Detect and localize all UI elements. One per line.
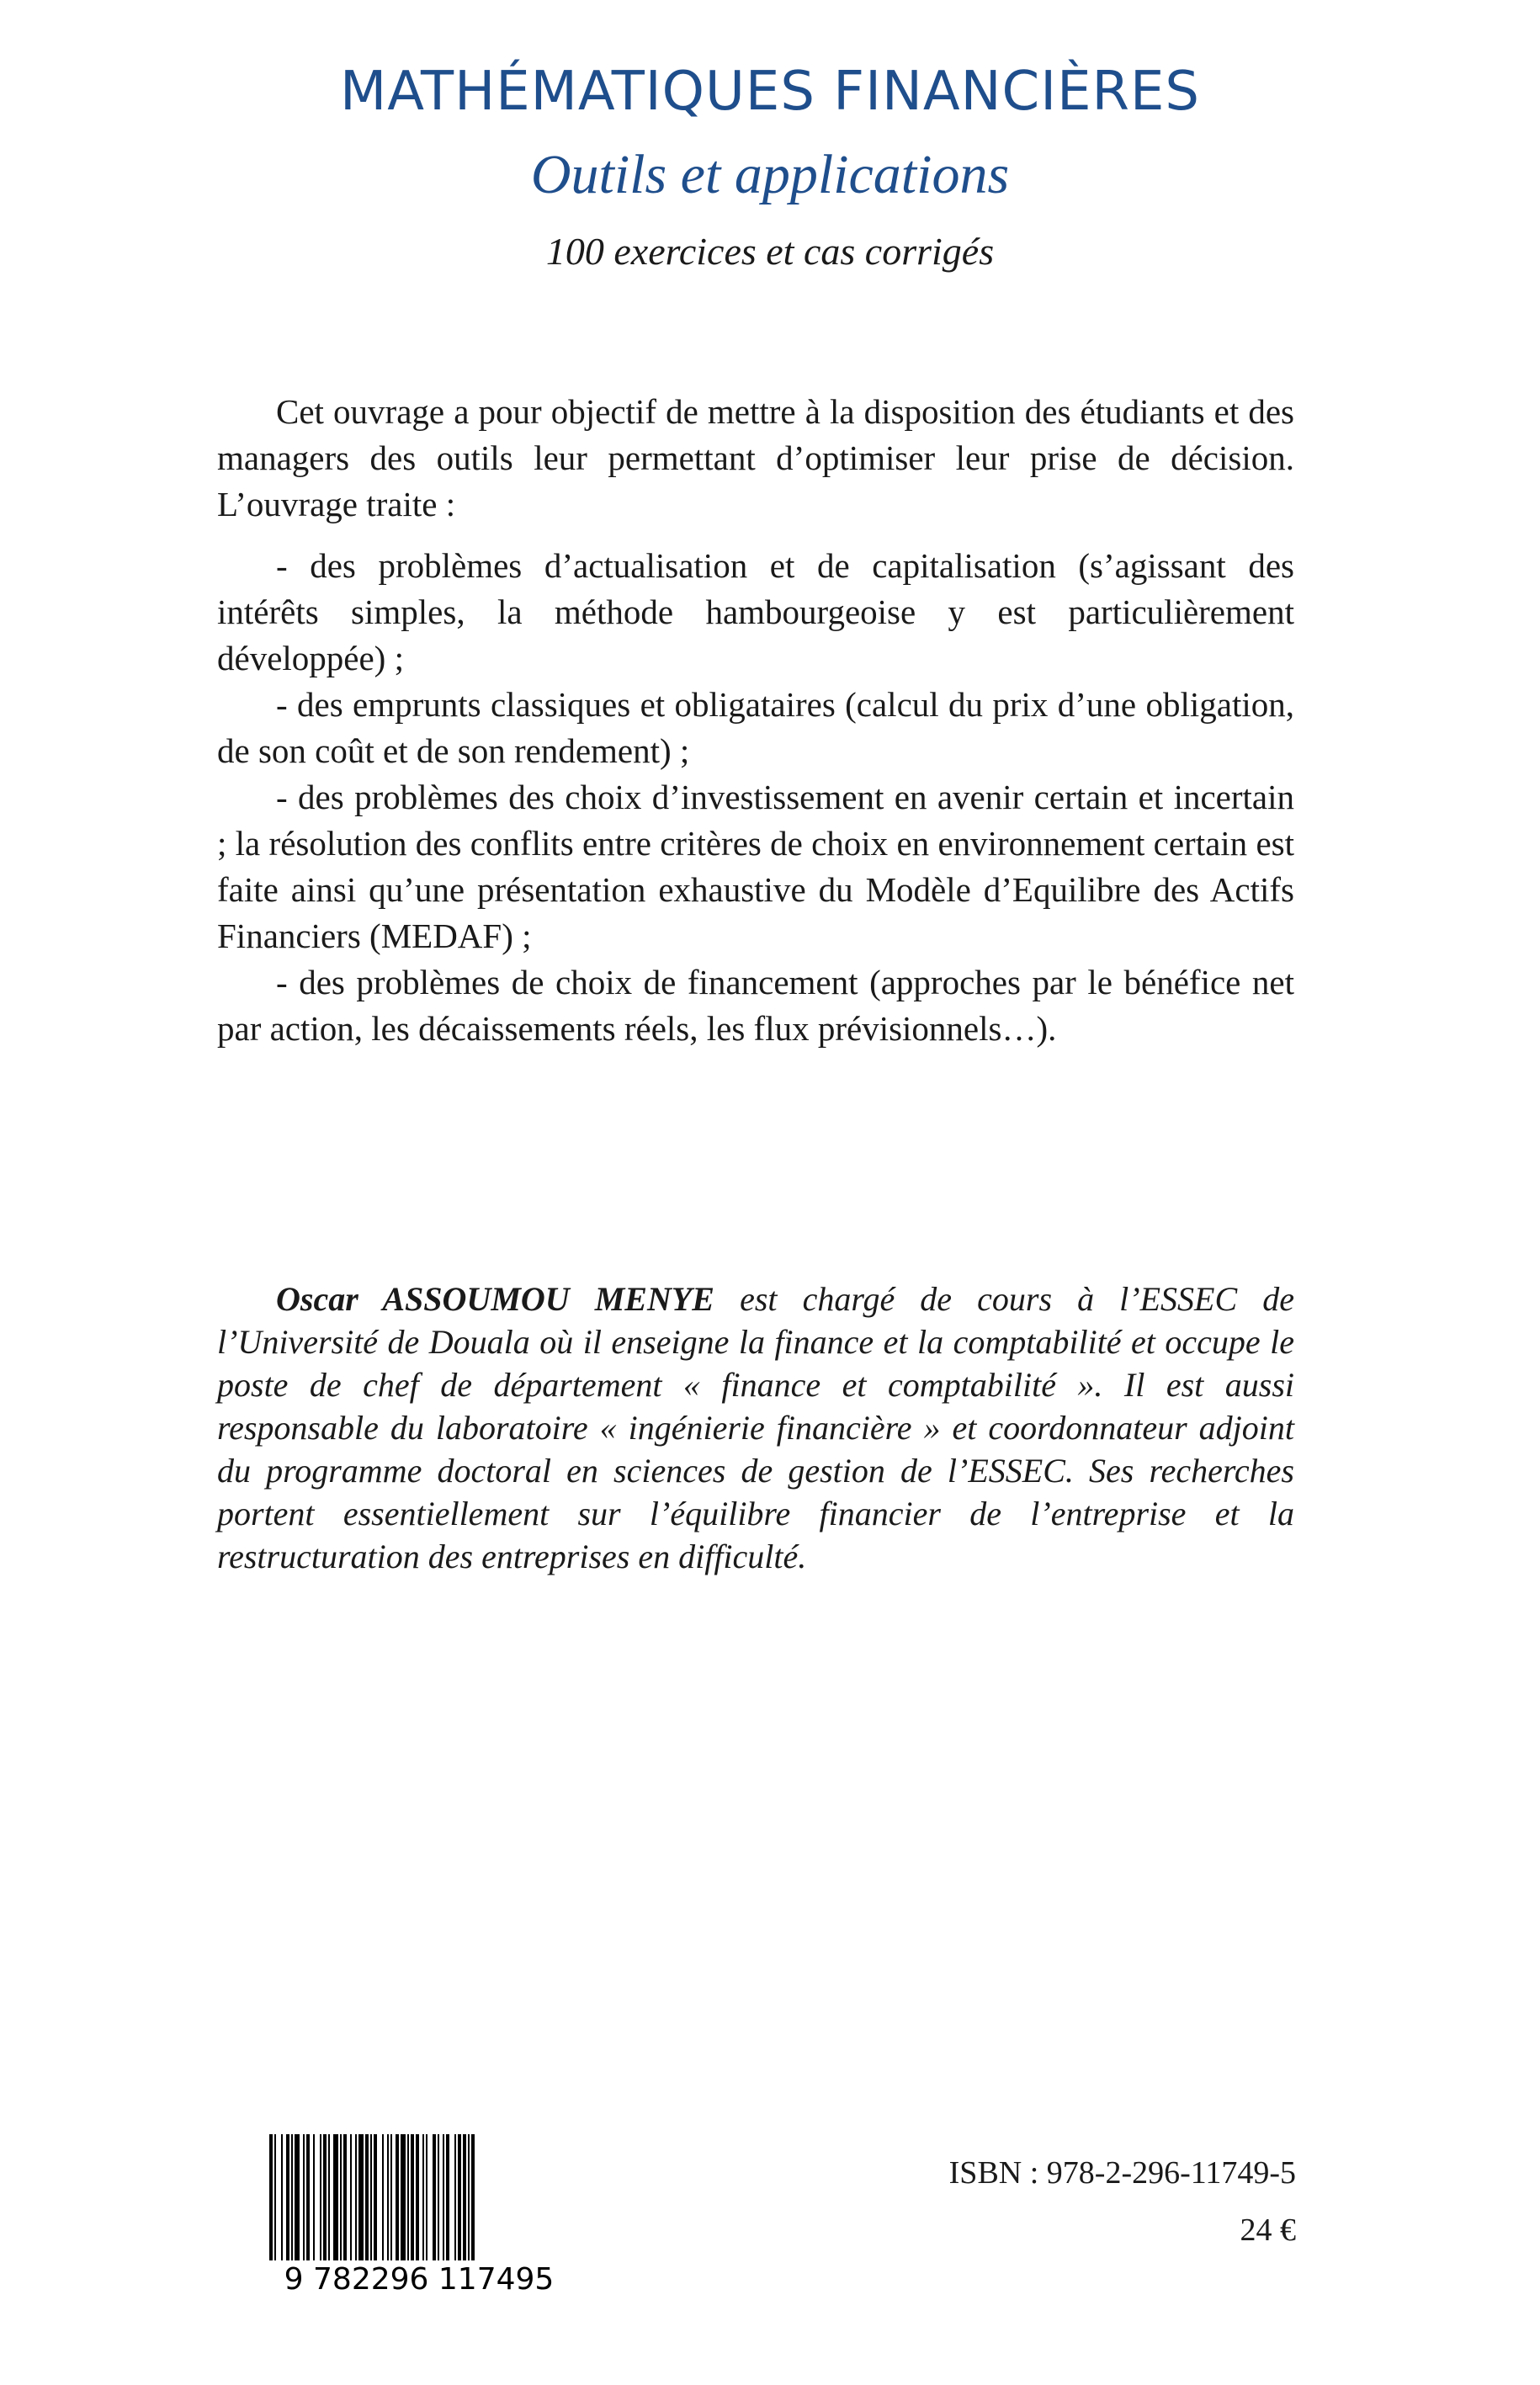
barcode-bar xyxy=(274,2134,276,2260)
barcode-bar xyxy=(358,2134,364,2260)
barcode-bar xyxy=(343,2134,347,2260)
barcode-bar xyxy=(286,2134,289,2260)
author-name: Oscar ASSOUMOU MENYE xyxy=(276,1280,714,1318)
barcode-bar xyxy=(401,2134,406,2260)
barcode-bar xyxy=(454,2134,456,2260)
barcode-bar xyxy=(374,2134,377,2260)
barcode-bar xyxy=(303,2134,305,2260)
barcode-bar xyxy=(407,2134,409,2260)
barcode-bar xyxy=(333,2134,338,2260)
isbn-text: ISBN : 978-2-296-11749-5 xyxy=(948,2155,1296,2191)
description-block xyxy=(217,389,1294,1052)
barcode-bar xyxy=(443,2134,444,2260)
barcode-bar xyxy=(295,2134,300,2260)
barcode-bar xyxy=(390,2134,392,2260)
description-item: - des emprunts classiques et obligataires (calcul du prix d’une obligation, de son coût et de son rendement) ; xyxy=(217,685,1294,770)
description-item: - des problèmes de choix de financement (approches par le bénéfice net par action, les décaissements réels, les flux prévisionnels…). xyxy=(217,963,1294,1048)
barcode-bar xyxy=(411,2134,414,2260)
barcode xyxy=(251,2134,587,2294)
barcode-bar xyxy=(320,2134,321,2260)
barcode-digits: 9 782296 117495 xyxy=(284,2262,555,2294)
barcode-bar xyxy=(471,2134,475,2260)
description-item: - des problèmes des choix d’investissement en avenir certain et incertain ; la résolution des conflits entre critères de choix en environnement certain est faite ainsi qu’une présentation exhaustive du Modèle d’Equilibre des Actifs Financiers (MEDAF) ; xyxy=(217,778,1294,955)
description-item: - des problèmes d’actualisation et de capitalisation (s’agissant des intérêts simples, la méthode hambourgeoise y est particulièrement développée) ; xyxy=(217,546,1294,677)
barcode-bars xyxy=(251,2134,587,2294)
barcode-bar xyxy=(396,2134,399,2260)
barcode-bar xyxy=(438,2134,439,2260)
book-tagline: 100 exercices et cas corrigés xyxy=(545,230,995,273)
barcode-bar xyxy=(387,2134,389,2260)
barcode-bar xyxy=(269,2134,273,2260)
barcode-bar xyxy=(433,2134,436,2260)
author-bio-block xyxy=(217,1277,1294,1578)
book-title: MATHÉMATIQUES FINANCIÈRES xyxy=(339,61,1201,123)
description-intro: Cet ouvrage a pour objectif de mettre à la disposition des étudiants et des managers des outils leur permettant d’optimiser leur prise de décision. L’ouvrage traite : xyxy=(217,392,1294,523)
barcode-bar xyxy=(463,2134,466,2260)
barcode-bar xyxy=(468,2134,470,2260)
barcode-bar xyxy=(422,2134,424,2260)
barcode-bar xyxy=(365,2134,369,2260)
barcode-bar xyxy=(350,2134,352,2260)
author-bio: est chargé de cours à l’ESSEC de l’Université de Douala où il enseigne la finance et la comptabilité et occupe le poste de chef de département « finance et comptabilité ». Il est aussi responsable du laboratoire « ingénierie financière » et coordonnateur adjoint du programme doctoral en sciences de gestion de l’ESSEC. Ses recherches portent essentiellement sur l’équilibre financier de l’entreprise et la restructuration des entreprises en difficulté. xyxy=(217,1280,1294,1575)
barcode-bar xyxy=(426,2134,427,2260)
book-subtitle: Outils et applications xyxy=(530,144,1010,205)
barcode-bar xyxy=(313,2134,315,2260)
barcode-bar xyxy=(370,2134,372,2260)
price-text: 24 € xyxy=(1240,2212,1296,2248)
barcode-bar xyxy=(340,2134,342,2260)
barcode-bar xyxy=(281,2134,283,2260)
barcode-bar xyxy=(355,2134,357,2260)
barcode-bar xyxy=(306,2134,310,2260)
barcode-bar xyxy=(416,2134,419,2260)
barcode-bar xyxy=(446,2134,449,2260)
barcode-bar xyxy=(323,2134,327,2260)
barcode-bar xyxy=(291,2134,293,2260)
barcode-bar xyxy=(328,2134,330,2260)
barcode-bar xyxy=(382,2134,384,2260)
barcode-bar xyxy=(458,2134,461,2260)
